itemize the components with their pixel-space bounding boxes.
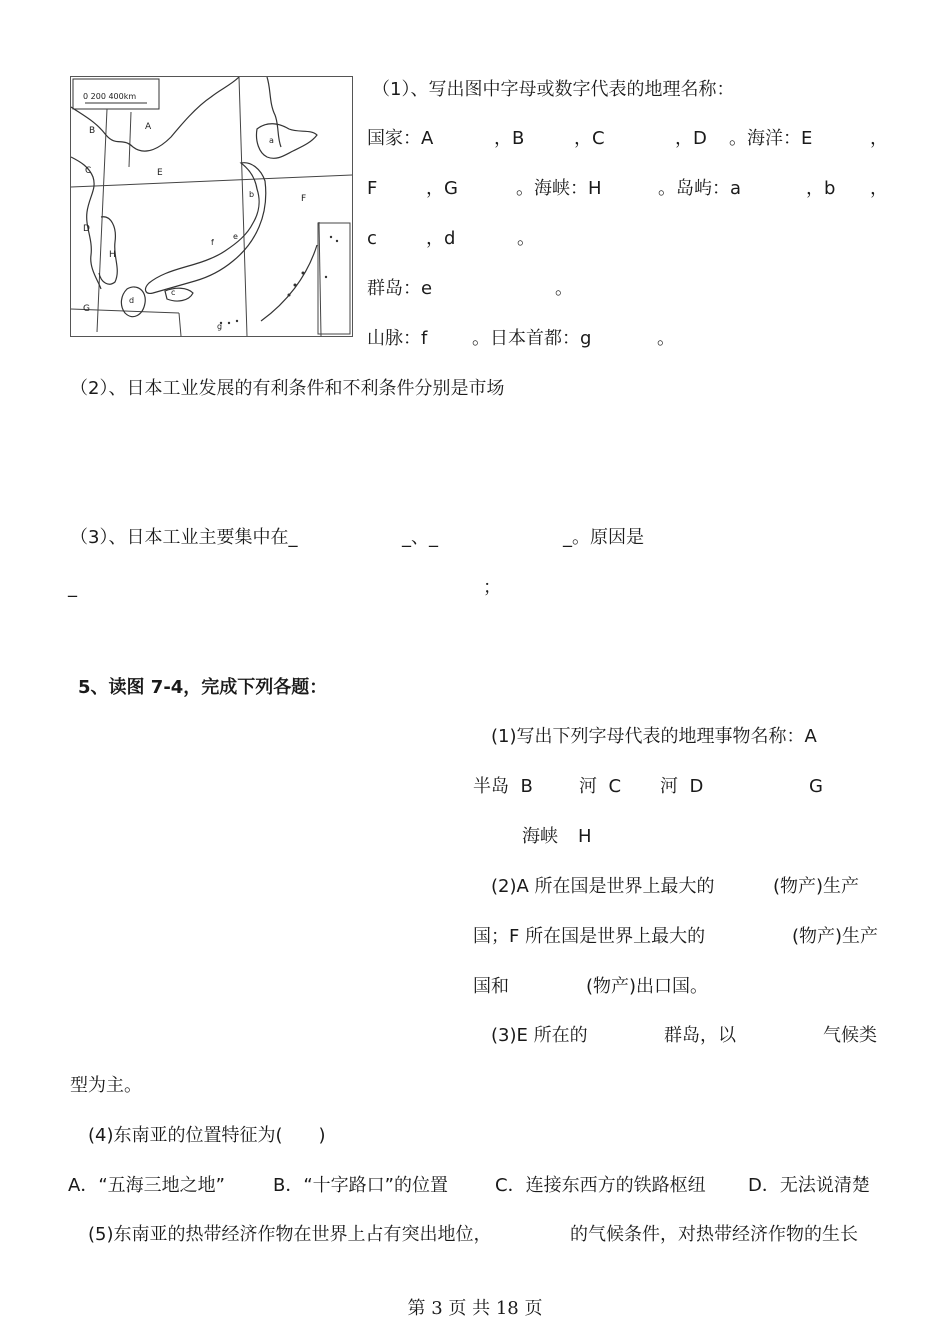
option-a: A．“五海三地之地” <box>68 1175 225 1196</box>
option-c: C．连接东西方的铁路枢纽 <box>495 1175 706 1196</box>
q4-part1-prompt: （1）、写出图中字母或数字代表的地理名称： <box>372 79 735 100</box>
q5-p4: (4)东南亚的位置特征为( ) <box>88 1125 326 1146</box>
map-label-G: G <box>83 304 90 314</box>
q5-p1-line1: (1)写出下列字母代表的地理事物名称：A <box>491 726 817 747</box>
map-label-H: H <box>109 250 116 260</box>
japan-map <box>70 76 353 337</box>
page-footer: 第 3 页 共 18 页 <box>407 1298 543 1319</box>
map-label-F: F <box>301 194 307 204</box>
map-label-E: E <box>157 168 163 178</box>
map-label-c: c <box>171 288 176 297</box>
map-label-f: f <box>211 238 214 247</box>
map-label-a: a <box>269 136 274 145</box>
q5-title: 5、读图 7-4，完成下列各题： <box>78 677 328 698</box>
map-label-b: b <box>249 190 255 199</box>
option-b: B．“十字路口”的位置 <box>273 1175 448 1196</box>
map-label-A: A <box>145 122 152 132</box>
scale-label: 0 200 400km <box>83 92 137 101</box>
q5-p3-line2: 型为主。 <box>70 1075 142 1096</box>
option-d: D．无法说清楚 <box>748 1175 870 1196</box>
map-label-d: d <box>129 296 135 305</box>
map-label-g: g <box>217 322 223 331</box>
q4-part2: （2）、日本工业发展的有利条件和不利条件分别是市场 <box>70 378 505 399</box>
map-label-B: B <box>89 126 96 136</box>
map-label-e: e <box>233 232 238 241</box>
map-label-D: D <box>83 224 90 234</box>
map-label-C: C <box>85 166 92 176</box>
